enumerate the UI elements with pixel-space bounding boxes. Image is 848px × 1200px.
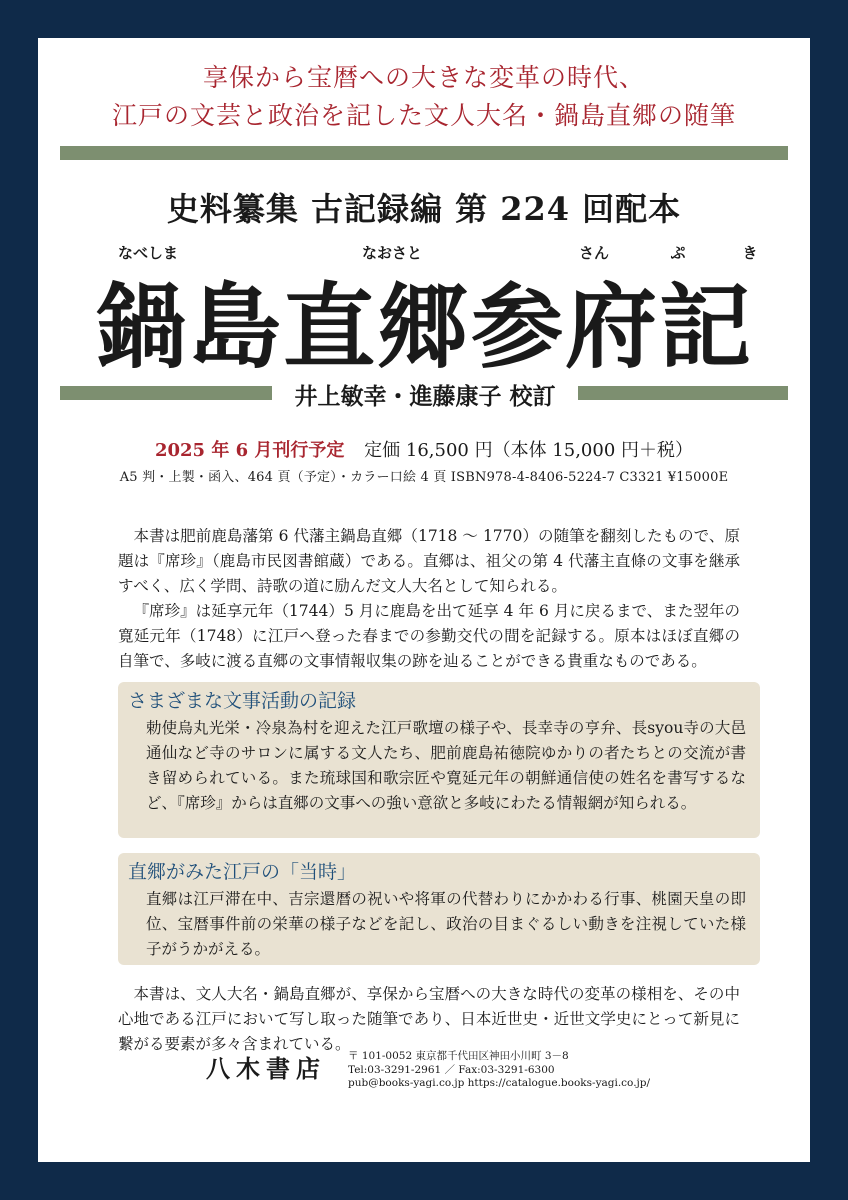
publication-line xyxy=(38,436,810,462)
intro-text xyxy=(118,524,740,674)
divider-rule-right xyxy=(578,386,788,400)
flyer-sheet xyxy=(38,38,810,1162)
editors-credit: 井上敏幸・進藤康子 校訂 xyxy=(294,383,556,410)
publisher-web[interactable]: pub@books-yagi.co.jp https://catalogue.books-yagi.co.jp/ xyxy=(348,1077,651,1089)
feature-heading: さまざまな文事活動の記録 xyxy=(128,690,357,712)
furigana-pu: ぷ xyxy=(670,244,686,262)
publication-date: 2025 年 6 月刊行予定 xyxy=(154,440,345,461)
feature-body: 直郷は江戸滞在中、吉宗還暦の祝いや将軍の代替わりにかかわる行事、桃園天皇の即位、宝暦事件前の栄華の様子などを記し、政治の目まぐるしい動きを注視していた様子がうかがえる。 xyxy=(146,890,746,958)
divider-rule xyxy=(60,146,788,160)
publisher-address: 〒 101-0052 東京都千代田区神田小川町 3－8 xyxy=(348,1050,569,1062)
conclusion-text xyxy=(118,982,740,1057)
feature-box-edo xyxy=(118,853,760,965)
divider-rule-left xyxy=(60,386,272,400)
furigana-nabeshima: なべしま xyxy=(117,244,179,262)
furigana-ki: き xyxy=(742,244,758,262)
tagline-line-1: 享保から宝暦への大きな変革の時代、 xyxy=(202,63,645,92)
intro-paragraph: 『席珍』は延享元年（1744）5 月に鹿島を出て延享 4 年 6 月に戻るまで、また翌年の寛延元年（1748）に江戸へ登った春までの参勤交代の間を記録する。原本はほぼ直郷の自筆で、多岐に渡る直郷の文事情報収集の跡を辿ることができる貴重なものである。 xyxy=(118,602,740,670)
feature-heading: 直郷がみた江戸の「当時」 xyxy=(128,861,357,883)
series-label: 史料纂集 古記録編 第 224 回配本 xyxy=(166,190,682,228)
tagline-line-2: 江戸の文芸と政治を記した文人大名・鍋島直郷の随筆 xyxy=(111,101,736,130)
price: 定価 16,500 円（本体 15,000 円＋税） xyxy=(364,440,693,461)
publisher-name: 八木書店 xyxy=(206,1054,326,1083)
intro-paragraph: 本書は肥前鹿島藩第 6 代藩主鍋島直郷（1718 ～ 1770）の随筆を翻刻したもので、原題は『席珍』（鹿島市民図書館蔵）である。直郷は、祖父の第 4 代藩主直條の文事を継承すべく、広く学問、詩歌の道に励んだ文人大名として知られる。 xyxy=(118,527,740,595)
conclusion-paragraph: 本書は、文人大名・鍋島直郷が、享保から宝暦への大きな時代の変革の様相を、その中心地である江戸において写し取った随筆であり、日本近世史・近世文学史にとって新見に繋がる要素が多々含まれている。 xyxy=(118,985,740,1053)
publisher-contact xyxy=(348,1050,650,1091)
feature-box-activities xyxy=(118,682,760,838)
furigana-naosato: なおさと xyxy=(361,244,423,262)
feature-body: 勅使烏丸光栄・冷泉為村を迎えた江戸歌壇の様子や、長幸寺の亨弁、長syou寺の大邑通仙など寺のサロンに属する文人たち、肥前鹿島祐徳院ゆかりの者たちとの交流が書き留められている。また琉球国和歌宗匠や寛延元年の朝鮮通信使の姓名を書写するなど、『席珍』からは直郷の文事への強い意欲と多岐にわたる情報網が知られる。 xyxy=(146,719,746,812)
furigana-san: さん xyxy=(578,244,610,262)
book-title: 鍋島直郷参府記 xyxy=(94,273,753,381)
publisher-phone: Tel:03-3291-2961 ／ Fax:03-3291-6300 xyxy=(348,1063,555,1076)
book-specs: A5 判・上製・函入、464 頁（予定）・カラー口絵 4 頁 ISBN978-4-8406-5224-7 C3321 ¥15000E xyxy=(119,470,729,485)
